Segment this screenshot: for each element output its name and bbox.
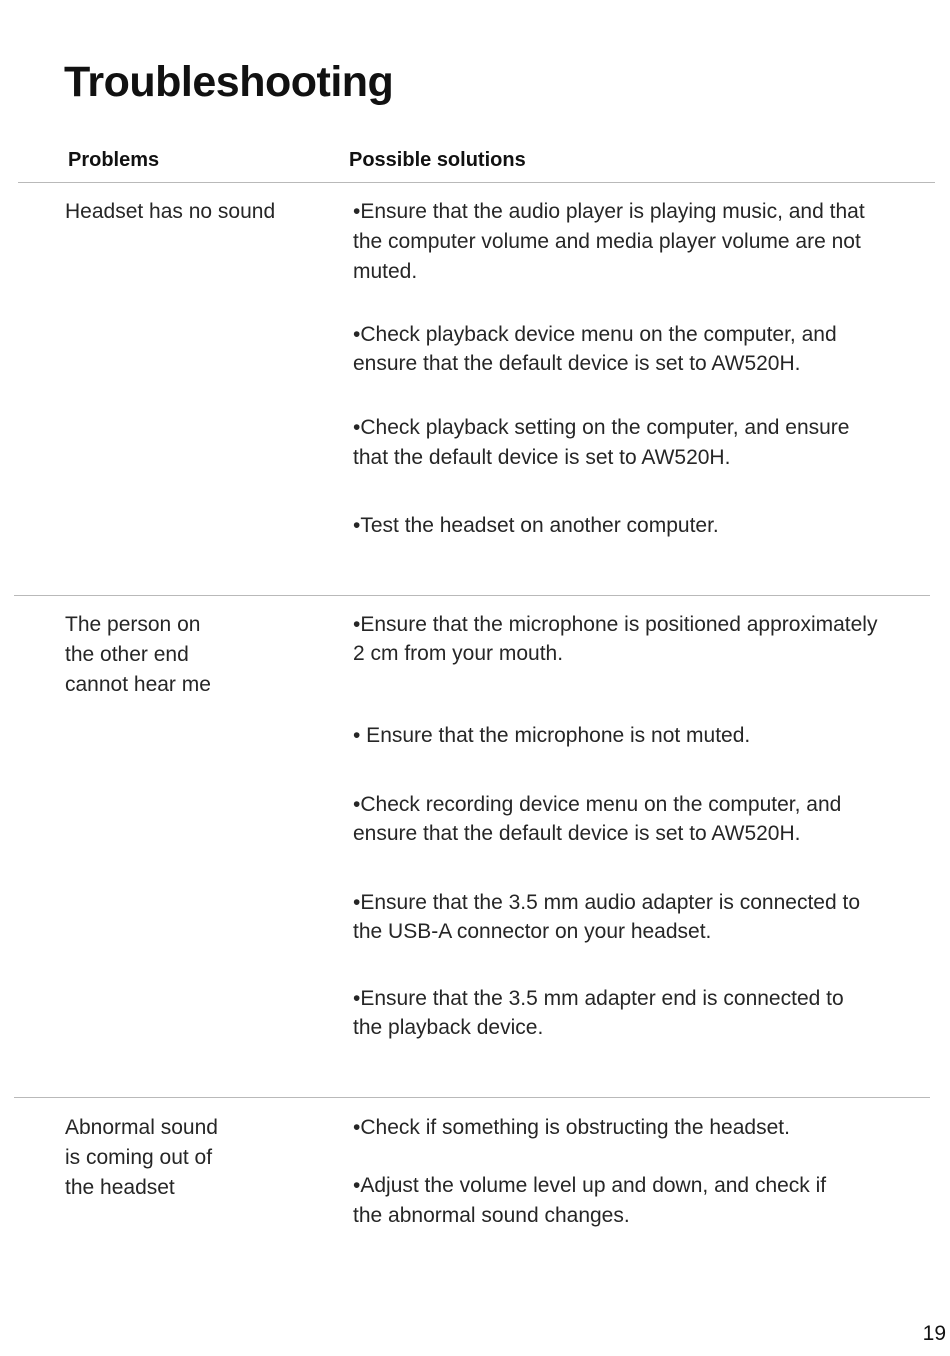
solution-text-line: •Ensure that the microphone is positioned approximately [353,613,878,636]
problem-cell [65,197,315,227]
solution-text-line: •Ensure that the 3.5 mm adapter end is connected to [353,987,844,1010]
solution-text-line: •Check if something is obstructing the headset. [353,1116,790,1139]
solution-text-line: the playback device. [353,1016,544,1039]
problem-text-line: the headset [65,1176,175,1199]
solution-item [353,888,933,946]
problem-text-line: Headset has no sound [65,200,276,223]
problem-cell [65,1113,315,1203]
solution-text-line: •Adjust the volume level up and down, and check if [353,1174,827,1197]
solution-text-line: ensure that the default device is set to AW520H. [353,352,801,375]
solution-text-line: 2 cm from your mouth. [353,642,564,665]
solution-item [353,610,933,668]
solution-text-line: •Test the headset on another computer. [353,514,719,537]
solution-text-line: the computer volume and media player volume are not [353,230,861,253]
solutions-column-header: Possible solutions [349,149,526,171]
solution-text-line: •Check playback device menu on the computer, and [353,323,837,346]
solution-item [353,197,933,287]
solution-text-line: •Check recording device menu on the computer, and [353,793,842,816]
solution-text-line: the abnormal sound changes. [353,1204,630,1227]
row-divider [14,595,930,596]
solution-text-line: • Ensure that the microphone is not muted. [353,724,751,747]
problems-column-header: Problems [68,149,160,171]
row-divider [14,1097,930,1098]
problem-text-line: The person on [65,613,201,636]
page-title: Troubleshooting [64,58,394,106]
solution-item [353,413,933,473]
problem-text-line: the other end [65,643,189,666]
page-number: 19 [922,1322,946,1345]
solution-item [353,320,933,378]
problem-text-line: is coming out of [65,1146,213,1169]
problem-cell [65,610,315,700]
solution-text-line: ensure that the default device is set to AW520H. [353,822,801,845]
solution-text-line: •Check playback setting on the computer, and ensure [353,416,850,439]
solution-item [353,1171,933,1231]
header-divider [18,182,935,183]
solution-item [353,721,933,750]
solution-item [353,1113,933,1142]
solution-item [353,790,933,848]
solution-text-line: •Ensure that the 3.5 mm audio adapter is connected to [353,891,860,914]
solution-text-line: muted. [353,260,418,283]
problem-text-line: Abnormal sound [65,1116,218,1139]
solution-text-line: •Ensure that the audio player is playing music, and that [353,200,865,223]
solution-text-line: that the default device is set to AW520H. [353,446,731,469]
problem-text-line: cannot hear me [65,673,211,696]
solution-text-line: the USB-A connector on your headset. [353,920,712,943]
solution-item [353,984,933,1042]
solution-item [353,511,933,540]
